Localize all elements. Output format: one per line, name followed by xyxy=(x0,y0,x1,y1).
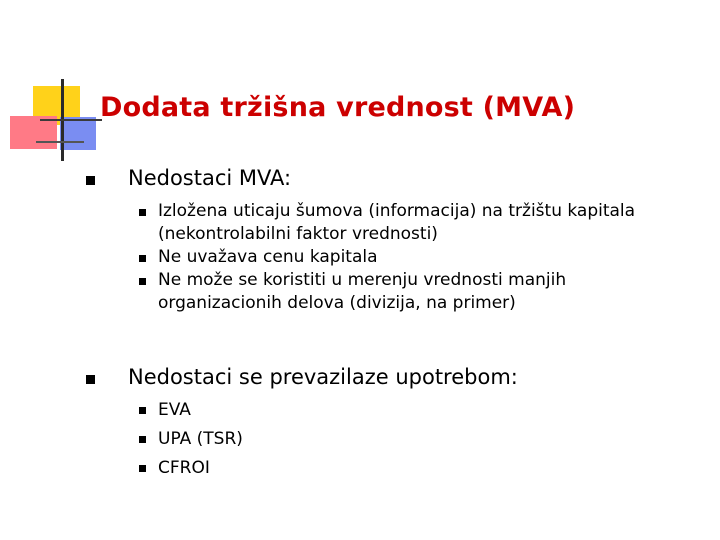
list-item xyxy=(0,396,720,425)
list-item-text: Izložena uticaju šumova (informacija) na tržištu kapitala (nekontrolabilni faktor vrednosti) xyxy=(158,201,636,244)
section-2-heading: Nedostaci se prevazilaze upotrebom: xyxy=(128,365,518,389)
section-1 xyxy=(0,166,720,196)
list-item xyxy=(0,454,720,483)
section-1-list xyxy=(0,200,720,315)
logo-horizontal-line-bottom xyxy=(36,141,84,143)
section-2 xyxy=(0,365,720,395)
slide-logo xyxy=(0,0,120,170)
section-1-heading: Nedostaci MVA: xyxy=(128,166,292,190)
bullet-square-icon xyxy=(139,436,146,443)
bullet-square-icon xyxy=(139,407,146,414)
list-item xyxy=(0,425,720,454)
slide-title: Dodata tržišna vrednost (MVA) xyxy=(100,92,576,123)
bullet-square-icon xyxy=(86,375,95,384)
list-item-text: UPA (TSR) xyxy=(158,429,243,449)
bullet-square-icon xyxy=(86,176,95,185)
section-2-list xyxy=(0,396,720,483)
list-item xyxy=(0,200,720,246)
bullet-square-icon xyxy=(139,465,146,472)
list-item xyxy=(0,269,720,315)
logo-horizontal-line-top xyxy=(40,119,102,121)
bullet-square-icon xyxy=(139,278,146,285)
list-item-text: EVA xyxy=(158,400,191,420)
list-item-text: CFROI xyxy=(158,458,210,478)
list-item xyxy=(0,246,720,269)
bullet-square-icon xyxy=(139,255,146,262)
bullet-square-icon xyxy=(139,209,146,216)
list-item-text: Ne uvažava cenu kapitala xyxy=(158,247,378,267)
logo-blue-square xyxy=(60,117,96,150)
list-item-text: Ne može se koristiti u merenju vrednosti manjih organizacionih delova (divizija, na primer) xyxy=(158,270,567,313)
